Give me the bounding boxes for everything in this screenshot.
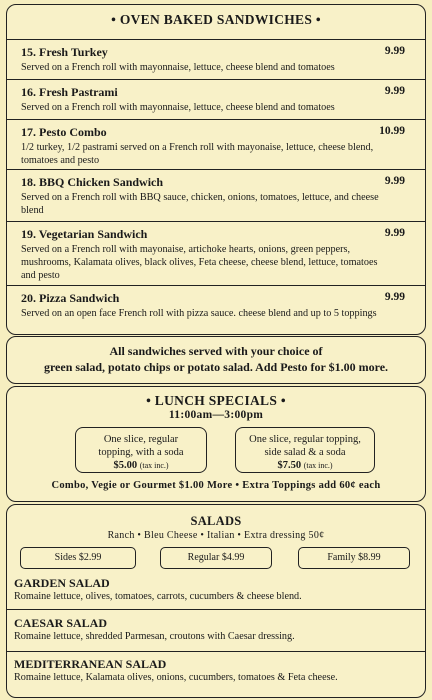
salad-description: Romaine lettuce, olives, tomatoes, carrots, cucumbers & cheese blend. bbox=[14, 591, 302, 602]
salad-description: Romaine lettuce, shredded Parmesan, croutons with Caesar dressing. bbox=[14, 631, 295, 642]
item-price: 9.99 bbox=[384, 85, 405, 97]
sides-note-box bbox=[6, 336, 426, 384]
lunch-special-2 bbox=[235, 427, 375, 473]
menu-item bbox=[7, 79, 425, 119]
item-price: 9.99 bbox=[384, 45, 405, 57]
item-name: 18. BBQ Chicken Sandwich bbox=[21, 175, 164, 189]
sides-note bbox=[7, 337, 425, 375]
item-description: Served on a French roll with mayonnaise, lettuce, cheese blend and tomatoes bbox=[21, 62, 335, 73]
special-2-price: $7.50 bbox=[277, 460, 302, 471]
salad-name: GARDEN SALAD bbox=[14, 576, 110, 590]
item-description: Served on a French roll with mayonnaise, lettuce, cheese blend and tomatoes bbox=[21, 102, 335, 113]
lunch-specials-section bbox=[6, 386, 426, 502]
item-price: 9.99 bbox=[384, 175, 405, 187]
salad-item bbox=[6, 576, 426, 602]
salad-item bbox=[6, 616, 426, 642]
salad-name: CAESAR SALAD bbox=[14, 616, 108, 630]
special-2-line1: One slice, regular topping, bbox=[249, 434, 361, 445]
menu-item bbox=[7, 169, 425, 221]
item-price: 9.99 bbox=[384, 227, 405, 239]
item-description: Served on a French roll with mayonaise, artichoke hearts, onions, green peppers, mushrooms, Kalamata olives, black olives, Feta cheese, cheese blend, lettuce, tomatoes and pesto bbox=[21, 244, 378, 281]
sandwiches-section bbox=[6, 4, 426, 335]
salad-description: Romaine lettuce, Kalamata olives, onions, cucumbers, tomatoes & Feta cheese. bbox=[14, 672, 338, 683]
salad-size-family: Family $8.99 bbox=[298, 547, 410, 569]
item-name: 15. Fresh Turkey bbox=[21, 45, 108, 59]
special-1-line1: One slice, regular bbox=[103, 434, 179, 445]
item-price: 9.99 bbox=[384, 291, 405, 303]
sandwiches-title: • OVEN BAKED SANDWICHES • bbox=[111, 12, 321, 27]
salad-name: MEDITERRANEAN SALAD bbox=[14, 657, 167, 671]
sides-note-line2: green salad, potato chips or potato salad. Add Pesto for $1.00 more. bbox=[43, 360, 389, 374]
item-price: 10.99 bbox=[379, 125, 405, 137]
lunch-special-1 bbox=[75, 427, 207, 473]
item-name: 19. Vegetarian Sandwich bbox=[21, 227, 148, 241]
item-description: Served on a French roll with BBQ sauce, chicken, onions, tomatoes, lettuce, and cheese blend bbox=[21, 192, 379, 216]
item-description: 1/2 turkey, 1/2 pastrami served on a French roll with mayonaise, lettuce, cheese blend, tomatoes and pesto bbox=[21, 142, 374, 166]
menu-item bbox=[7, 221, 425, 285]
sides-note-line1: All sandwiches served with your choice of bbox=[109, 344, 323, 358]
menu-item bbox=[7, 39, 425, 79]
divider bbox=[6, 651, 426, 652]
special-1-tax: (tax inc.) bbox=[139, 461, 169, 470]
salad-size-sides: Sides $2.99 bbox=[20, 547, 136, 569]
salad-dressings: Ranch • Bleu Cheese • Italian • Extra dressing 50¢ bbox=[107, 530, 325, 541]
item-name: 16. Fresh Pastrami bbox=[21, 85, 118, 99]
lunch-extras: Combo, Vegie or Gourmet $1.00 More • Extra Toppings add 60¢ each bbox=[51, 480, 381, 491]
special-1-line2: topping, with a soda bbox=[98, 447, 184, 458]
menu-item bbox=[7, 285, 425, 333]
salads-title: SALADS bbox=[190, 514, 242, 528]
salad-size-regular: Regular $4.99 bbox=[160, 547, 272, 569]
item-name: 17. Pesto Combo bbox=[21, 125, 107, 139]
menu-item bbox=[7, 119, 425, 169]
special-1-price: $5.00 bbox=[113, 460, 138, 471]
lunch-hours: 11:00am—3:00pm bbox=[168, 409, 264, 421]
salad-item bbox=[6, 657, 426, 683]
item-name: 20. Pizza Sandwich bbox=[21, 291, 120, 305]
special-2-tax: (tax inc.) bbox=[303, 461, 333, 470]
special-2-line2: side salad & a soda bbox=[264, 447, 346, 458]
lunch-title: • LUNCH SPECIALS • bbox=[146, 393, 286, 408]
divider bbox=[6, 609, 426, 610]
item-description: Served on an open face French roll with pizza sauce. cheese blend and up to 5 toppings bbox=[21, 308, 377, 319]
